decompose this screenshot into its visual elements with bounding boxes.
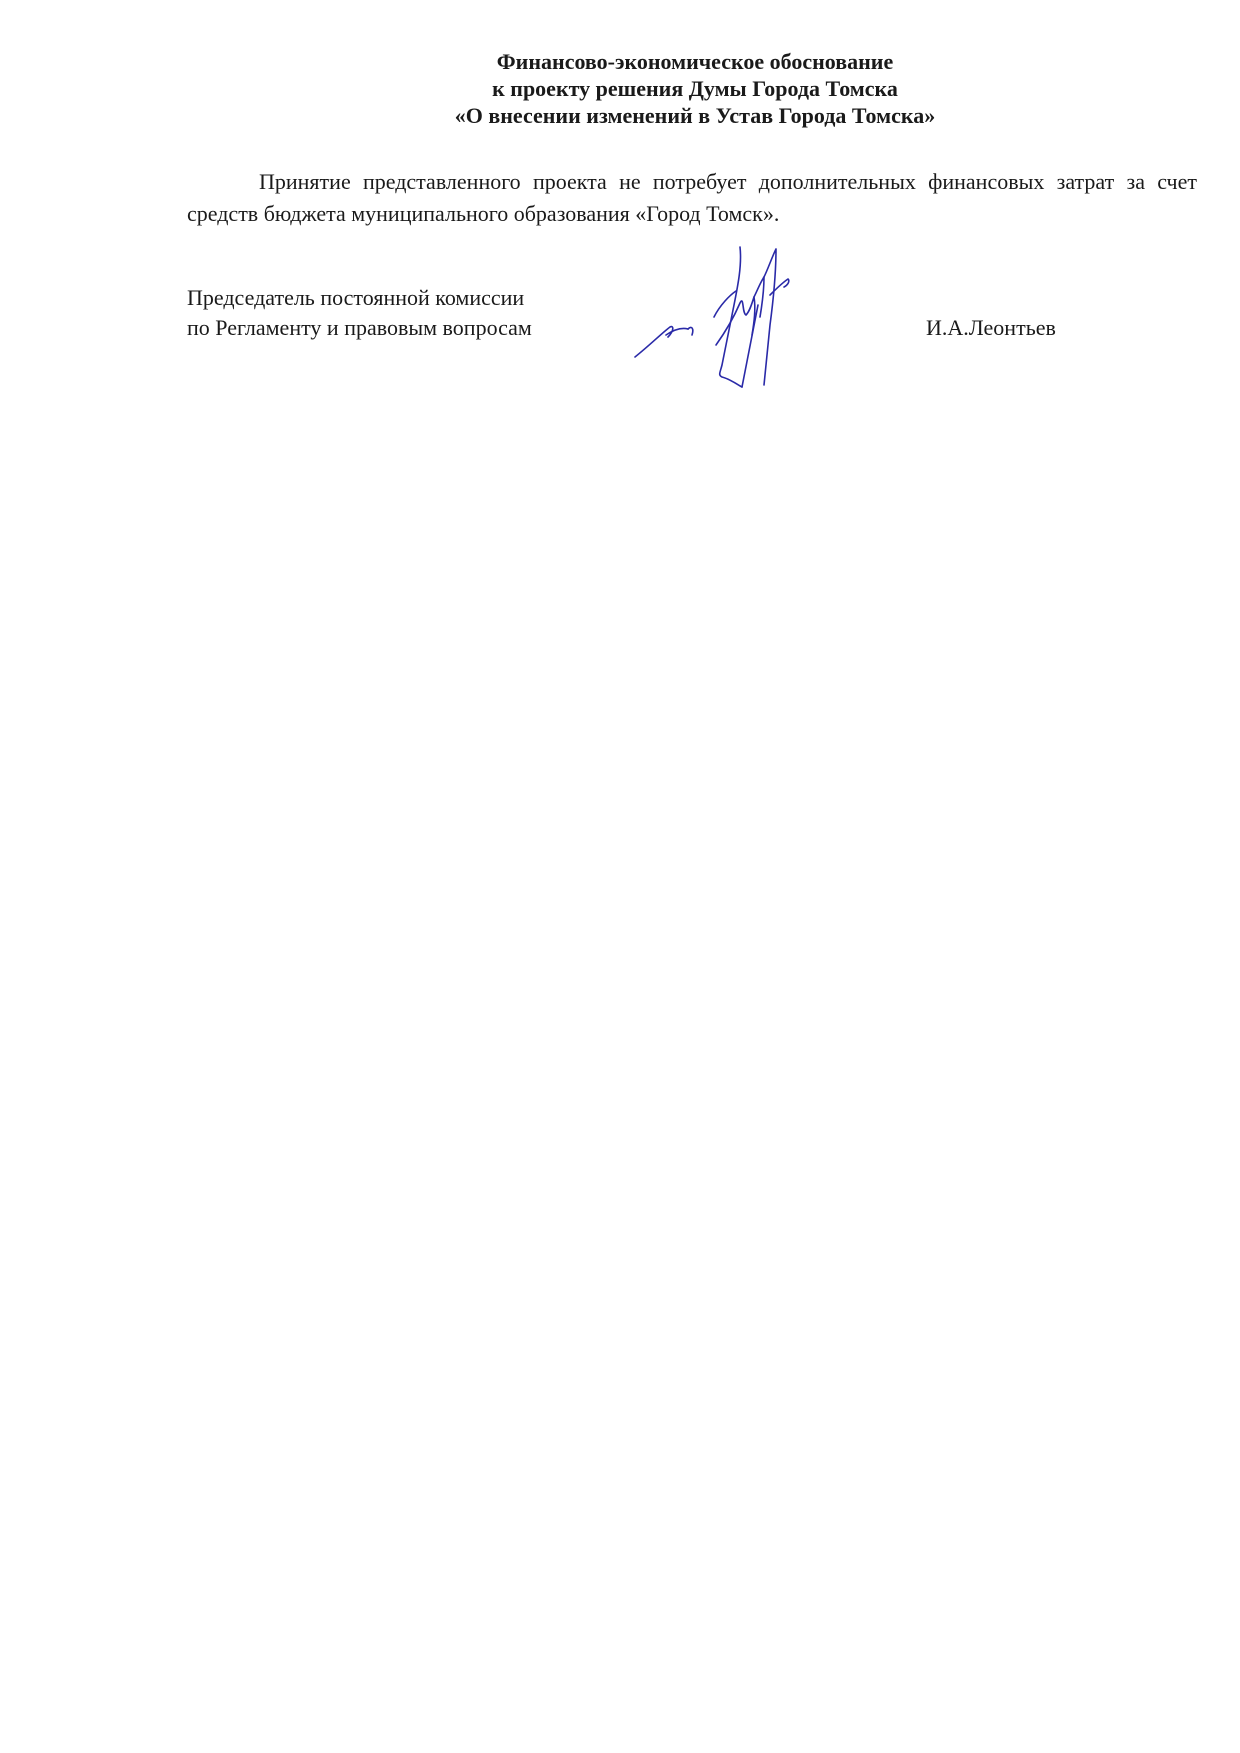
title-line-2: к проекту решения Думы Города Томска: [492, 76, 898, 101]
body-text: Принятие представленного проекта не потребует дополнительных финансовых затрат за счет средств бюджета муниципального образования «Город Томск».: [187, 169, 1197, 226]
document-title: [0, 48, 1240, 129]
body-paragraph: [187, 166, 1197, 230]
handwritten-signature: [630, 245, 850, 405]
title-line-1: Финансово-экономическое обоснование: [496, 49, 894, 74]
title-line-3: «О внесении изменений в Устав Города Томска»: [454, 103, 936, 128]
signer-role-line-2: по Регламенту и правовым вопросам: [187, 315, 532, 340]
signer-role: [187, 283, 532, 343]
signer-role-line-1: Председатель постоянной комиссии: [187, 285, 525, 310]
signer-name: И.А.Леонтьев: [926, 315, 1056, 340]
